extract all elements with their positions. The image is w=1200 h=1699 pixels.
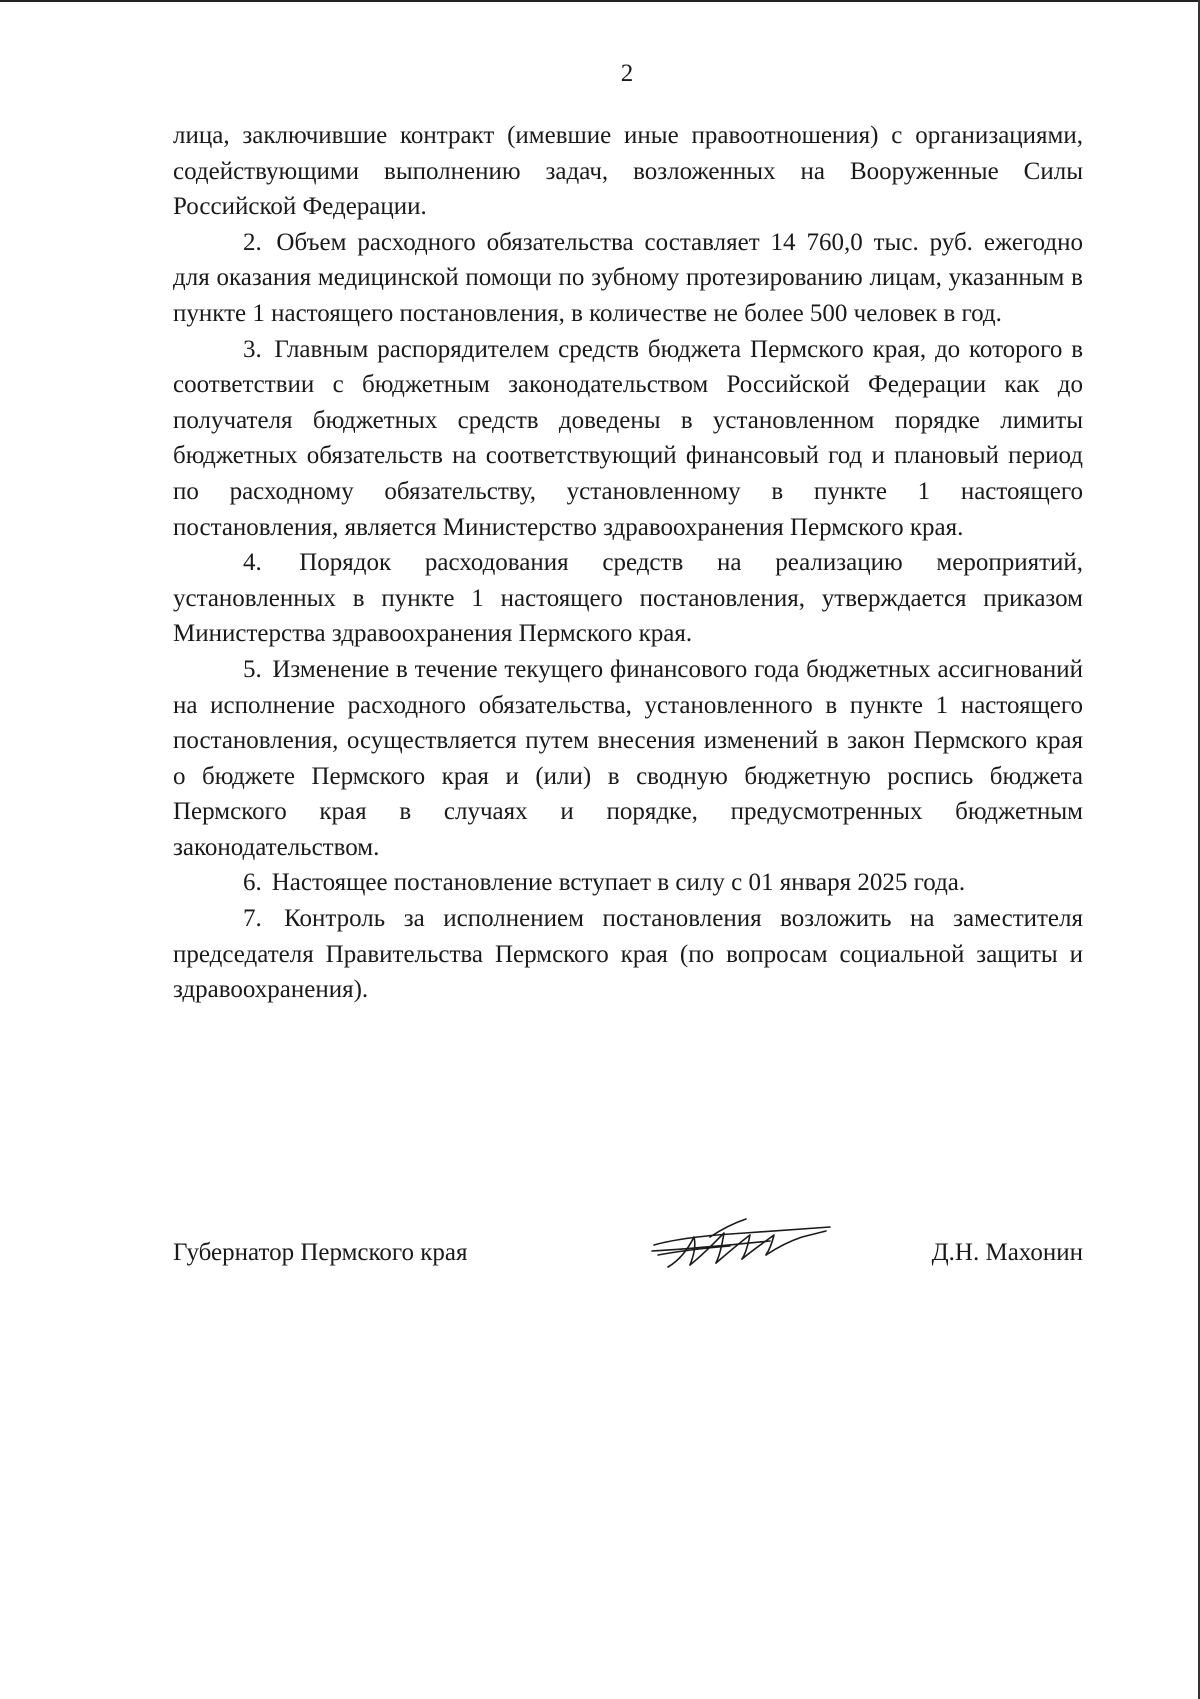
paragraph-4 [173,545,1083,652]
paragraph-continuation [173,118,1083,225]
page-number: 2 [620,60,634,87]
scan-edge-top [0,0,1200,2]
paragraph-text: Изменение в течение текущего финансового года бюджетных ассигнований на исполнение расходного обязательства, установленного в пункте 1 настоящего постановления, осуществляется путем внесения изменений в закон Пермского края о бюджете Пермского края и (или) в сводную бюджетную роспись бюджета Пермского края в случаях и порядке, предусмотренных бюджетным законодательством. [173,655,1084,861]
paragraph-number: 2. [243,228,262,256]
paragraph-number: 6. [243,869,262,897]
paragraph-number: 4. [243,549,262,577]
signatory-title: Губернатор Пермского края [173,1239,468,1266]
paragraph-3 [173,332,1083,546]
paragraph-6 [173,865,1083,901]
paragraph-number: 5. [243,655,262,683]
document-body [173,118,1083,1008]
paragraph-text: Объем расходного обязательства составляет 14 760,0 тыс. руб. ежегодно для оказания медицинской помощи по зубному протезированию лицам, указанным в пункте 1 настоящего постановления, в количестве не более 500 человек в год. [173,228,1083,327]
paragraph-number: 7. [243,905,262,933]
paragraph-text: Настоящее постановление вступает в силу с 01 января 2025 года. [271,869,966,897]
signature-block [173,1235,1083,1285]
paragraph-number: 3. [243,335,262,363]
paragraph-text: Главным распорядителем средств бюджета Пермского края, до которого в соответствии с бюджетным законодательством Российской Федерации как до получателя бюджетных средств доведены в установленном порядке лимиты бюджетных обязательств на соответствующий финансовый год и плановый период по расходному обязательству, установленному в пункте 1 настоящего постановления, является Министерство здравоохранения Пермского края. [173,335,1083,541]
paragraph-2 [173,225,1083,332]
paragraph-7 [173,901,1083,1008]
paragraph-text: лица, заключившие контракт (имевшие иные правоотношения) с организациями, содействующими выполнению задач, возложенных на Вооруженные Силы Российской Федерации. [173,122,1083,221]
paragraph-text: Контроль за исполнением постановления возложить на заместителя председателя Правительства Пермского края (по вопросам социальной защиты и здравоохранения). [173,905,1084,1004]
paragraph-5 [173,652,1083,866]
paragraph-text: Порядок расходования средств на реализацию мероприятий, установленных в пункте 1 настоящего постановления, утверждается приказом Министерства здравоохранения Пермского края. [173,549,1084,648]
signatory-name: Д.Н. Махонин [931,1239,1083,1266]
